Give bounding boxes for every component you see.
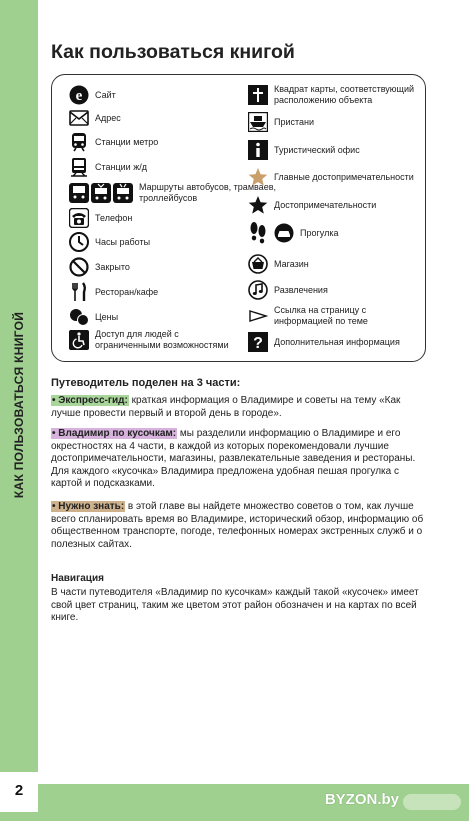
part-pieces (51, 428, 426, 491)
legend-label: Сайт (95, 89, 116, 100)
legend-item-page-link (248, 305, 414, 326)
legend-label: Магазин (274, 258, 309, 269)
legend-item-accessibility (69, 329, 235, 350)
legend-label: Развлечения (274, 284, 328, 295)
question-icon (248, 332, 268, 352)
legend-label: Достопримечательности (274, 199, 377, 210)
footer-bar (38, 784, 469, 821)
legend-item-more-info (248, 332, 400, 352)
legend-label: Цены (95, 311, 119, 322)
telephone-icon (69, 208, 89, 228)
legend-item-hours (69, 232, 150, 252)
legend-box (51, 74, 426, 362)
footprints-icon (248, 221, 268, 245)
legend-label: Ссылка на страницу с информацией по теме (274, 305, 368, 326)
envelope-icon (69, 108, 89, 128)
wheelchair-icon (69, 330, 89, 350)
page-number: 2 (14, 782, 24, 799)
legend-label: Главные достопримечательности (274, 171, 414, 182)
part-tag: • Владимир по кусочкам: (52, 428, 177, 439)
part-tag: • Нужно знать: (52, 501, 125, 512)
legend-item-site (69, 85, 116, 105)
footer-brand: BYZON.by (324, 791, 399, 808)
part-text: в этой главе вы найдете множество советов о том, как лучше всего спланировать время во Владимире, исторический обзор, информацию об общественном транспорте, погоде, телефонных номерах экстренных служб и о полезных сайтах. (51, 501, 424, 550)
legend-label: Часы работы (95, 236, 151, 247)
part-express (51, 395, 426, 420)
trolleybus-icon (113, 183, 133, 203)
footprints-car-icon (248, 221, 294, 245)
page-title: Как пользоваться книгой (51, 41, 295, 63)
legend-item-entertainment (248, 280, 328, 300)
legend-label: Закрыто (95, 261, 130, 272)
legend-label: Квадрат карты, соответствующий расположению объекта (274, 84, 415, 105)
legend-item-piers (248, 112, 314, 132)
info-icon (248, 140, 268, 160)
legend-item-metro (69, 132, 158, 152)
part-tag: • Экспресс-гид: (52, 395, 128, 406)
bus-icon (69, 183, 89, 203)
part-text: мы разделили информацию о Владимире и его окрестностях на 4 части, в каждой из которых порекомендовали лучшие достопримечательности, магазины, развлекательные заведения и рестораны. Для каждого «кусочка» Владимира предложена удобная пешая прогулка с картой и подсказками. (51, 428, 416, 490)
legend-label: Телефон (95, 212, 133, 223)
clock-icon (69, 232, 89, 252)
svg-text:?: ? (253, 335, 263, 352)
legend-label: Прогулка (300, 227, 339, 238)
chapter-sidebar (0, 0, 38, 821)
legend-label: Маршруты автобусов, трамваев, троллейбусов (139, 182, 276, 203)
music-note-icon (248, 280, 268, 300)
footer-watermark-blur (403, 794, 461, 810)
closed-icon (69, 257, 89, 277)
legend-item-sights (248, 195, 376, 215)
chapter-label: КАК ПОЛЬЗОВАТЬСЯ КНИГОЙ (12, 311, 26, 499)
legend-item-closed (69, 257, 130, 277)
map-square-icon (248, 85, 268, 105)
bus-tram-trolley-icons (69, 183, 133, 203)
legend-item-tourist-office (248, 140, 360, 160)
pointer-triangle-icon (248, 306, 268, 326)
svg-text:e: e (75, 88, 83, 104)
legend-item-main-sights (248, 167, 414, 187)
legend-item-map-square (248, 84, 414, 105)
legend-label: Ресторан/кафе (95, 286, 159, 297)
legend-item-address (69, 108, 121, 128)
legend-label: Дополнительная информация (274, 336, 400, 347)
black-star-icon (248, 195, 268, 215)
car-icon (274, 223, 294, 243)
fork-knife-icon (69, 282, 89, 302)
part-text: краткая информация о Владимире и советы на тему «Как лучше провести первый и второй день в городе». (51, 395, 401, 419)
legend-label: Адрес (95, 112, 121, 123)
legend-item-shop (248, 254, 309, 274)
navigation-heading: Навигация (51, 573, 104, 584)
page-number-box (0, 772, 38, 812)
ship-icon (248, 112, 268, 132)
legend-item-phone (69, 208, 132, 228)
legend-item-rail (69, 157, 147, 177)
e-icon (69, 85, 89, 105)
shopping-basket-icon (248, 254, 268, 274)
part-need-to-know (51, 501, 426, 551)
metro-train-icon (69, 132, 89, 152)
legend-label: Станции метро (95, 136, 159, 147)
rail-train-icon (69, 157, 89, 177)
legend-label: Станции ж/д (95, 161, 147, 172)
coins-icon (69, 307, 89, 327)
legend-label: Туристический офис (274, 144, 360, 155)
gold-star-icon (248, 167, 268, 187)
legend-item-restaurant (69, 282, 158, 302)
legend-label: Пристани (274, 116, 315, 127)
legend-item-prices (69, 307, 118, 327)
navigation-text: В части путеводителя «Владимир по кусочкам» каждый такой «кусочек» имеет свой цвет страниц, таким же цветом этот район обозначен и на картах по всей книге. (51, 587, 419, 624)
tram-icon (91, 183, 111, 203)
parts-heading: Путеводитель поделен на 3 части: (51, 377, 241, 389)
legend-label: Доступ для людей с ограниченными возможностями (95, 329, 229, 350)
legend-item-walk (248, 221, 338, 245)
